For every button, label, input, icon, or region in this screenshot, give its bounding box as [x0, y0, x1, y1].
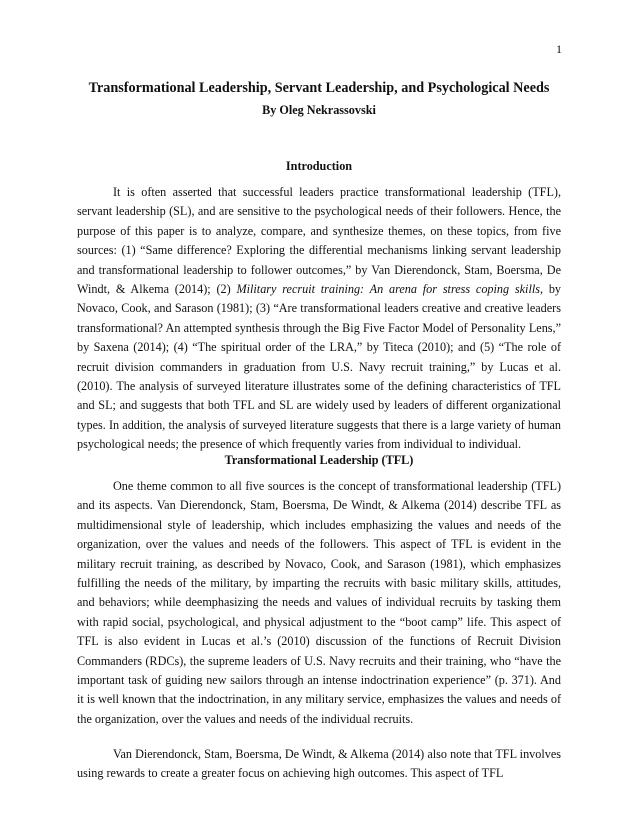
tfl-paragraph-1: One theme common to all five sources is the concept of transformational leadership (TFL) and its aspects. Van Dierendonck, Stam, Boersma, De Windt, & Alkema (2014) describe TFL as multidimensional style of leadership, which includes emphasizing the values and needs of the organization, over the values and needs of the followers. This aspect of TFL is evident in the military recruit training, as described by Novaco, Cook, and Sarason (1981), which emphasizes fulfilling the needs of the military, by imparting the recruits with basic military skills, attitudes, and behaviors; while deemphasizing the needs and values of individual recruits by tasking them with rapid social, psychological, and physical adjustment to the “boot camp” life. This aspect of TFL is also evident in Lucas et al.’s (2010) discussion of the functions of Recruit Division Commanders (RDCs), the supreme leaders of U.S. Navy recruits and their training, who “have the important task of guiding new sailors through an intense indoctrination experience” (p. 371). And it is well known that the indoctrination, in any military service, emphasizes the values and needs of the organization, over the values and needs of the individual recruits.	[77, 479, 561, 726]
intro-paragraph-text-a: It is often asserted that successful leaders practice transformational leadership (TFL), servant leadership (SL), and are sensitive to the psychological needs of their followers. Hence, the purpose of this paper is to analyze, compare, and synthesize themes, on these topics, from five sources: (1) “Same difference? Exploring the differential mechanisms linking servant leadership and transformational leadership to follower outcomes,” by Van Dierendonck, Stam, Boersma, De Windt, & Alkema (2014); (2)	[77, 185, 561, 297]
section-heading-introduction: Introduction	[285, 159, 353, 173]
intro-paragraph-italic-title: Military recruit training: An arena for stress coping skills,	[236, 282, 544, 297]
document-author: By Oleg Nekrassovski	[262, 103, 376, 117]
document-title: Transformational Leadership, Servant Leadership, and Psychological Needs	[88, 80, 550, 96]
intro-paragraph-text-b: by Novaco, Cook, and Sarason (1981); (3) “Are transformational leaders creative and creative leaders transformational? An attempted synthesis through the Big Five Factor Model of Personality Lens,” by Saxena (2014); (4) “The spiritual order of the LRA,” by Titeca (2010); and (5) “The role of recruit division commanders in graduation from U.S. Navy recruit training,” by Lucas et al. (2010). The analysis of surveyed literature illustrates some of the defining characteristics of TFL and SL; and suggests that both TFL and SL are widely used by leaders of different organizational types. In addition, the analysis of surveyed literature suggests that there is a large variety of human psychological needs; the presence of which frequently varies from individual to individual.	[77, 282, 562, 452]
intro-paragraph	[77, 183, 561, 455]
section-heading-tfl: Transformational Leadership (TFL)	[224, 453, 414, 467]
tfl-paragraph-2: Van Dierendonck, Stam, Boersma, De Windt, & Alkema (2014) also note that TFL involves using rewards to create a greater focus on achieving high outcomes. This aspect of TFL	[77, 747, 561, 781]
page-number: 1	[556, 42, 562, 56]
